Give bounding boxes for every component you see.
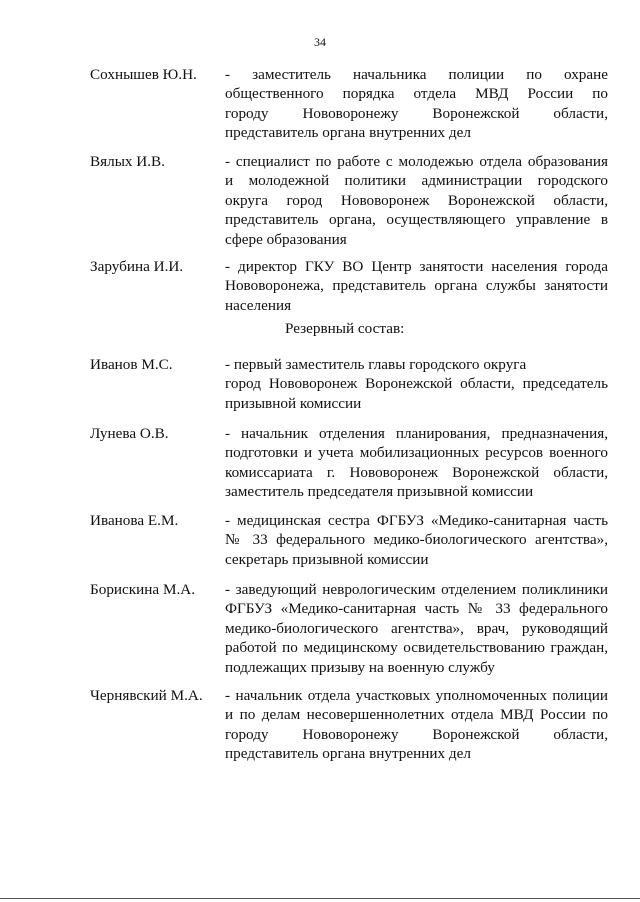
member-name: Вялых И.В. xyxy=(90,153,165,170)
description-line: город Нововоронеж Воронежской области, председатель xyxy=(225,375,608,393)
member-name: Иванов М.С. xyxy=(90,356,173,373)
description-line: секретарь призывной комиссии xyxy=(225,550,429,568)
member-name: Чернявский М.А. xyxy=(90,687,203,704)
description-line: населения xyxy=(225,296,292,314)
description-line: общественного порядка отдела МВД России по xyxy=(225,85,608,103)
description-line: подготовки и учета мобилизационных ресурсов военного xyxy=(225,444,608,462)
description-line: работой по медицинскому освидетельствованию граждан, xyxy=(225,639,608,657)
member-description xyxy=(225,686,608,764)
description-line: - начальник отделения планирования, предназначения, xyxy=(225,425,608,442)
reserve-heading: Резервный состав: xyxy=(285,320,405,337)
description-line: медико-биологического агентства», врач, руководящий xyxy=(225,619,608,637)
member-description xyxy=(225,152,608,249)
description-line: представитель органа, осуществляющего управление в xyxy=(225,211,608,229)
description-line: представитель органа внутренних дел xyxy=(225,124,471,142)
description-line: - заместитель начальника полиции по охране xyxy=(225,66,608,83)
description-line: и по делам несовершеннолетних отдела МВД России по xyxy=(225,706,608,724)
description-line: сфере образования xyxy=(225,230,347,248)
member-description xyxy=(225,65,608,143)
member-name: Сохнышев Ю.Н. xyxy=(90,66,197,83)
description-line: комиссариата г. Нововоронеж Воронежской области, xyxy=(225,463,608,481)
description-line: - директор ГКУ ВО Центр занятости населения города xyxy=(225,258,608,275)
description-line: - начальник отдела участковых уполномоченных полиции xyxy=(225,687,608,704)
description-line: Нововоронежа, представитель органа службы занятости xyxy=(225,277,608,295)
description-line: представитель органа внутренних дел xyxy=(225,745,471,763)
description-line: округа город Нововоронеж Воронежской области, xyxy=(225,191,608,209)
description-line: городу Нововоронежу Воронежской области, xyxy=(225,725,608,743)
member-name: Зарубина И.И. xyxy=(90,258,184,275)
description-line: ФГБУЗ «Медико-санитарная часть № 33 федерального xyxy=(225,600,608,618)
description-line: № 33 федерального медико-биологического агентства», xyxy=(225,531,608,549)
scan-bottom-edge xyxy=(0,898,640,899)
member-description xyxy=(225,580,608,677)
description-line: и молодежной политики администрации городского xyxy=(225,172,608,190)
member-name: Иванова Е.М. xyxy=(90,512,179,529)
description-line: заместитель председателя призывной комиссии xyxy=(225,483,534,501)
member-description xyxy=(225,355,608,413)
member-name: Борискина М.А. xyxy=(90,581,196,598)
description-line: подлежащих призыву на военную службу xyxy=(225,658,495,676)
description-line: - специалист по работе с молодежью отдела образования xyxy=(225,153,608,170)
description-line: - медицинская сестра ФГБУЗ «Медико-санитарная часть xyxy=(225,512,608,529)
member-name: Лунева О.В. xyxy=(90,425,169,442)
description-line: призывной комиссии xyxy=(225,394,362,412)
member-description xyxy=(225,511,608,569)
description-line: городу Нововоронежу Воронежской области, xyxy=(225,104,608,122)
description-line: - заведующий неврологическим отделением поликлиники xyxy=(225,581,608,598)
page-number: 34 xyxy=(314,35,326,49)
description-line: - первый заместитель главы городского округа xyxy=(225,356,527,373)
member-description xyxy=(225,424,608,502)
member-description xyxy=(225,257,608,315)
